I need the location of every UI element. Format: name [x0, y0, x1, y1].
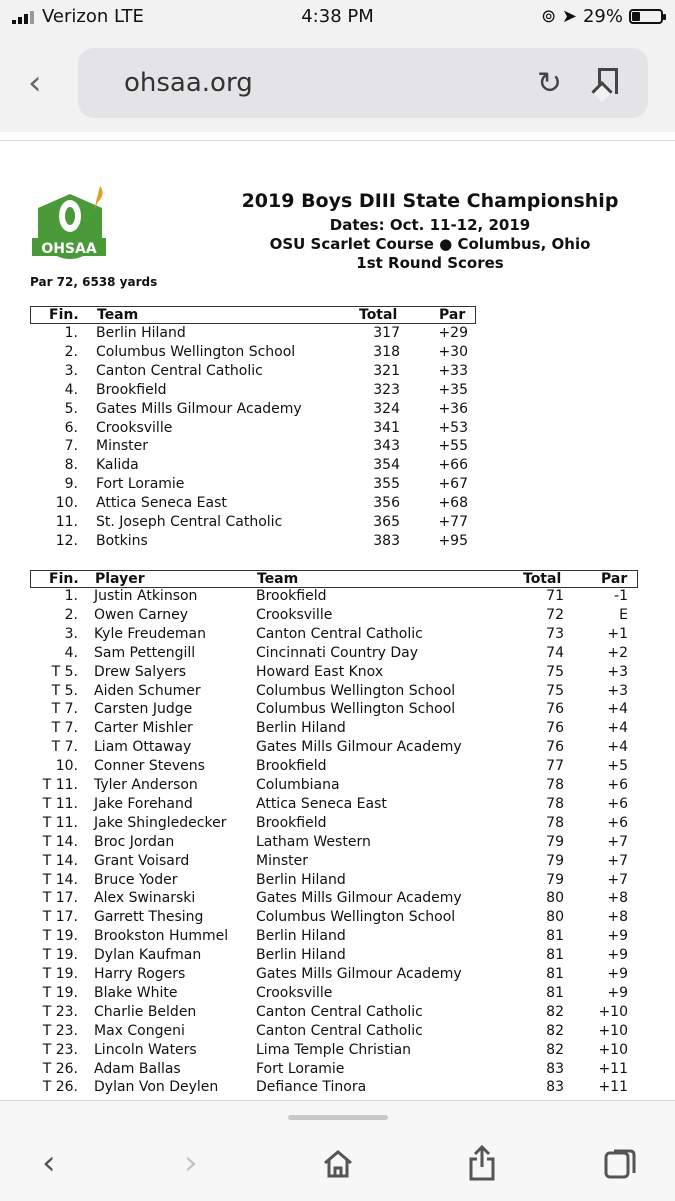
- cell-par: +11: [598, 1060, 628, 1077]
- table-row: [30, 683, 638, 702]
- cell-total: 78: [546, 777, 564, 793]
- cell-player: Lincoln Waters: [94, 1041, 197, 1058]
- cell-team: Berlin Hiland: [256, 947, 346, 964]
- table-row: [30, 890, 638, 909]
- cell-par: +3: [607, 663, 628, 680]
- cell-par: +95: [438, 532, 468, 549]
- table-row: [30, 928, 638, 947]
- cell-total: 83: [546, 1060, 564, 1077]
- location-lock-icon: ⊚ ➤: [541, 6, 577, 27]
- cell-par: +4: [607, 739, 628, 756]
- address-bar-area: [0, 36, 675, 132]
- cell-fin: T 17.: [42, 909, 78, 926]
- cell-fin: T 7.: [51, 720, 78, 737]
- cell-team: Columbus Wellington School: [256, 909, 456, 926]
- cell-fin: T 14.: [42, 871, 78, 888]
- back-icon[interactable]: ‹: [42, 1143, 56, 1183]
- bookmark-icon[interactable]: [598, 68, 618, 94]
- cell-team: Gates Mills Gilmour Academy: [256, 890, 462, 907]
- cell-total: 72: [546, 606, 564, 623]
- cell-team: Berlin Hiland: [96, 325, 186, 341]
- cell-player: Harry Rogers: [94, 966, 186, 982]
- cell-team: Crooksville: [96, 419, 173, 436]
- cell-par: +5: [607, 758, 628, 775]
- cell-team: Canton Central Catholic: [256, 1003, 423, 1020]
- cell-fin: 11.: [55, 514, 78, 530]
- status-bar: [0, 0, 675, 36]
- cell-player: Carsten Judge: [94, 701, 193, 718]
- table-row: [30, 966, 638, 985]
- cell-total: 81: [546, 928, 564, 945]
- cell-total: 75: [546, 682, 564, 699]
- cell-par: +36: [438, 400, 468, 417]
- ohsaa-logo: [28, 180, 110, 280]
- event-title: 2019 Boys DIII State Championship: [241, 190, 619, 212]
- cell-fin: 5.: [64, 400, 78, 417]
- cell-player: Owen Carney: [94, 606, 189, 623]
- cell-fin: T 11.: [42, 814, 78, 831]
- cell-total: 76: [546, 720, 564, 737]
- cell-fin: T 14.: [42, 833, 78, 850]
- cell-player: Jake Forehand: [94, 795, 193, 812]
- cell-par: +6: [607, 795, 628, 812]
- reload-icon[interactable]: ↻: [536, 66, 562, 101]
- table-row: [30, 495, 476, 514]
- cell-team: Howard East Knox: [256, 663, 384, 680]
- event-course: OSU Scarlet Course ● Columbus, Ohio: [269, 235, 591, 253]
- cell-par: +7: [607, 852, 628, 869]
- cell-player: Alex Swinarski: [94, 890, 196, 907]
- cell-player: Tyler Anderson: [94, 777, 198, 793]
- cell-player: Bruce Yoder: [94, 871, 178, 888]
- cell-player: Jake Shingledecker: [94, 814, 227, 831]
- cell-par: +10: [598, 1041, 628, 1058]
- cell-par: +4: [607, 720, 628, 737]
- cell-player: Liam Ottaway: [94, 739, 192, 756]
- table-row: [30, 457, 476, 476]
- cell-par: +10: [598, 1003, 628, 1020]
- carrier-label: Verizon LTE: [42, 6, 144, 27]
- home-indicator: [288, 1115, 388, 1120]
- cell-par: +7: [607, 871, 628, 888]
- header-fin: Fin.: [49, 571, 79, 587]
- cell-total: 77: [546, 758, 564, 775]
- table-row: [30, 476, 476, 495]
- header-team: Team: [97, 307, 139, 323]
- table-row: [30, 739, 638, 758]
- cell-par: -1: [614, 588, 628, 604]
- cell-fin: 2.: [64, 343, 78, 360]
- cell-fin: T 23.: [42, 1003, 78, 1020]
- cell-fin: 3.: [64, 362, 78, 379]
- cell-total: 383: [373, 532, 400, 549]
- cell-team: Columbus Wellington School: [256, 682, 456, 699]
- cell-par: +3: [607, 682, 628, 699]
- header-par: Par: [439, 307, 466, 323]
- table-row: [30, 1042, 638, 1061]
- cell-player: Aiden Schumer: [94, 682, 201, 699]
- logo-text: OHSAA: [41, 241, 97, 257]
- cell-total: 73: [546, 625, 564, 642]
- cell-total: 324: [373, 400, 400, 417]
- table-row: [30, 533, 476, 552]
- table-row: [30, 909, 638, 928]
- cell-team: Berlin Hiland: [256, 871, 346, 888]
- cell-fin: 9.: [64, 476, 78, 493]
- back-icon[interactable]: ‹: [28, 63, 42, 103]
- cell-par: +67: [438, 476, 468, 493]
- url-field[interactable]: [78, 48, 648, 118]
- cell-fin: T 5.: [51, 663, 78, 680]
- cell-fin: T 11.: [42, 795, 78, 812]
- cell-player: Brookston Hummel: [94, 928, 229, 945]
- cell-team: Gates Mills Gilmour Academy: [256, 966, 462, 982]
- cell-team: Fort Loramie: [256, 1060, 345, 1077]
- cell-team: Brookfield: [256, 588, 327, 604]
- cell-team: Attica Seneca East: [256, 795, 387, 812]
- table-row: [30, 853, 638, 872]
- cell-total: 318: [373, 343, 400, 360]
- table-row: [30, 514, 476, 533]
- cell-total: 356: [373, 495, 400, 512]
- cell-total: 365: [373, 514, 400, 530]
- cell-team: Botkins: [96, 532, 148, 549]
- cell-team: Attica Seneca East: [96, 495, 227, 512]
- cell-par: +35: [438, 381, 468, 398]
- cell-par: +9: [607, 928, 628, 945]
- cell-par: +77: [438, 514, 468, 530]
- header-fin: Fin.: [49, 307, 79, 323]
- player-table-header: [30, 570, 638, 588]
- cell-total: 343: [373, 438, 400, 455]
- cell-par: +9: [607, 984, 628, 1001]
- cell-player: Sam Pettengill: [94, 644, 196, 661]
- table-row: [30, 720, 638, 739]
- table-row: [30, 758, 638, 777]
- table-row: [30, 382, 476, 401]
- cell-team: Gates Mills Gilmour Academy: [256, 739, 462, 756]
- battery-icon: [629, 9, 663, 24]
- cell-par: +9: [607, 966, 628, 982]
- cell-player: Garrett Thesing: [94, 909, 204, 926]
- cell-player: Charlie Belden: [94, 1003, 197, 1020]
- cell-total: 354: [373, 457, 400, 474]
- cell-team: Minster: [96, 438, 148, 455]
- table-row: [30, 777, 638, 796]
- table-row: [30, 796, 638, 815]
- cell-par: +68: [438, 495, 468, 512]
- cell-par: +4: [607, 701, 628, 718]
- cell-team: Columbus Wellington School: [256, 701, 456, 718]
- cell-total: 323: [373, 381, 400, 398]
- cell-fin: 4.: [64, 381, 78, 398]
- cell-player: Drew Salyers: [94, 663, 187, 680]
- cell-total: 74: [546, 644, 564, 661]
- browser-toolbar: [0, 1100, 675, 1201]
- cell-par: +8: [607, 890, 628, 907]
- cell-fin: T 19.: [42, 947, 78, 964]
- cell-team: Canton Central Catholic: [256, 1022, 423, 1039]
- cell-team: Cincinnati Country Day: [256, 644, 418, 661]
- header-par: Par: [601, 571, 628, 587]
- cell-par: +53: [438, 419, 468, 436]
- cell-team: Minster: [256, 852, 308, 869]
- header-total: Total: [359, 307, 398, 323]
- table-row: [30, 1023, 638, 1042]
- cell-par: +6: [607, 814, 628, 831]
- cell-team: Brookfield: [256, 814, 327, 831]
- par-yards: Par 72, 6538 yards: [30, 275, 158, 289]
- table-row: [30, 645, 638, 664]
- cell-par: +66: [438, 457, 468, 474]
- cell-team: Lima Temple Christian: [256, 1041, 412, 1058]
- cell-total: 355: [373, 476, 400, 493]
- clock: 4:38 PM: [301, 6, 374, 27]
- cell-fin: T 14.: [42, 852, 78, 869]
- cell-player: Dylan Kaufman: [94, 947, 202, 964]
- table-row: [30, 401, 476, 420]
- cell-total: 71: [546, 588, 564, 604]
- table-row: [30, 815, 638, 834]
- cell-total: 81: [546, 966, 564, 982]
- table-row: [30, 1079, 638, 1098]
- cell-total: 80: [546, 890, 564, 907]
- cell-total: 83: [546, 1079, 564, 1096]
- cell-par: +1: [607, 625, 628, 642]
- cell-total: 82: [546, 1022, 564, 1039]
- cell-total: 79: [546, 852, 564, 869]
- cell-fin: T 7.: [51, 701, 78, 718]
- cell-total: 321: [373, 362, 400, 379]
- cell-total: 75: [546, 663, 564, 680]
- table-row: [30, 664, 638, 683]
- table-row: [30, 701, 638, 720]
- cell-par: +55: [438, 438, 468, 455]
- cell-fin: 2.: [64, 606, 78, 623]
- cell-player: Dylan Von Deylen: [94, 1079, 219, 1096]
- cell-par: +8: [607, 909, 628, 926]
- cell-player: Conner Stevens: [94, 758, 205, 775]
- team-table-header: [30, 306, 476, 324]
- cell-fin: T 19.: [42, 966, 78, 982]
- table-row: [30, 588, 638, 607]
- cell-team: Berlin Hiland: [256, 928, 346, 945]
- cell-fin: T 23.: [42, 1022, 78, 1039]
- share-icon[interactable]: [468, 1145, 496, 1181]
- cell-fin: T 7.: [51, 739, 78, 756]
- cell-fin: T 5.: [51, 682, 78, 699]
- cell-team: Canton Central Catholic: [96, 362, 263, 379]
- cell-fin: 7.: [64, 438, 78, 455]
- table-row: [30, 363, 476, 382]
- cell-team: Latham Western: [256, 833, 371, 850]
- cell-team: St. Joseph Central Catholic: [96, 514, 283, 530]
- cell-fin: 12.: [55, 532, 78, 549]
- cell-fin: 10.: [55, 495, 78, 512]
- cell-total: 76: [546, 739, 564, 756]
- header-player: Player: [95, 571, 145, 587]
- cell-player: Max Congeni: [94, 1022, 185, 1039]
- status-indicators: [541, 6, 663, 27]
- cell-total: 76: [546, 701, 564, 718]
- cell-total: 78: [546, 814, 564, 831]
- cell-par: +10: [598, 1022, 628, 1039]
- table-row: [30, 947, 638, 966]
- cell-par: +9: [607, 947, 628, 964]
- cell-player: Justin Atkinson: [94, 588, 198, 604]
- forward-icon[interactable]: ›: [184, 1143, 198, 1183]
- cell-fin: 8.: [64, 457, 78, 474]
- table-row: [30, 626, 638, 645]
- cell-fin: T 11.: [42, 777, 78, 793]
- cell-total: 78: [546, 795, 564, 812]
- event-dates: Dates: Oct. 11-12, 2019: [329, 216, 531, 234]
- cell-total: 80: [546, 909, 564, 926]
- home-icon[interactable]: [322, 1149, 354, 1179]
- cell-team: Brookfield: [256, 758, 327, 775]
- cell-player: Grant Voisard: [94, 852, 190, 869]
- cell-total: 82: [546, 1003, 564, 1020]
- cell-fin: T 19.: [42, 928, 78, 945]
- cell-fin: T 17.: [42, 890, 78, 907]
- cell-par: +7: [607, 833, 628, 850]
- cell-par: +2: [607, 644, 628, 661]
- cell-fin: 1.: [64, 325, 78, 341]
- cell-total: 79: [546, 871, 564, 888]
- table-row: [30, 438, 476, 457]
- cell-team: Kalida: [96, 457, 139, 474]
- table-row: [30, 834, 638, 853]
- event-round: 1st Round Scores: [356, 254, 504, 272]
- table-row: [30, 325, 476, 344]
- cell-fin: T 26.: [42, 1060, 78, 1077]
- cell-total: 81: [546, 984, 564, 1001]
- cell-team: Gates Mills Gilmour Academy: [96, 400, 302, 417]
- cell-fin: 4.: [64, 644, 78, 661]
- cell-player: Blake White: [94, 984, 178, 1001]
- cell-total: 79: [546, 833, 564, 850]
- cell-par: +29: [438, 325, 468, 341]
- header-team: Team: [257, 571, 299, 587]
- table-row: [30, 344, 476, 363]
- cell-fin: 10.: [55, 758, 78, 775]
- cell-team: Brookfield: [96, 381, 167, 398]
- cell-player: Adam Ballas: [94, 1060, 181, 1077]
- cell-team: Crooksville: [256, 984, 333, 1001]
- cell-fin: 6.: [64, 419, 78, 436]
- divider: [0, 140, 675, 151]
- cell-player: Carter Mishler: [94, 720, 193, 737]
- cell-total: 341: [373, 419, 400, 436]
- cell-total: 82: [546, 1041, 564, 1058]
- cell-par: E: [619, 606, 628, 623]
- tabs-icon[interactable]: [604, 1149, 636, 1179]
- header-total: Total: [523, 571, 562, 587]
- battery-percent: 29%: [582, 6, 623, 27]
- table-row: [30, 1061, 638, 1080]
- cell-team: Columbus Wellington School: [96, 343, 296, 360]
- cell-fin: 1.: [64, 588, 78, 604]
- battery-level: [632, 12, 640, 21]
- cell-fin: T 26.: [42, 1079, 78, 1096]
- table-row: [30, 872, 638, 891]
- table-row: [30, 985, 638, 1004]
- cell-par: +30: [438, 343, 468, 360]
- cell-player: Kyle Freudeman: [94, 625, 206, 642]
- cell-total: 81: [546, 947, 564, 964]
- cell-team: Berlin Hiland: [256, 720, 346, 737]
- table-row: [30, 1004, 638, 1023]
- cell-fin: 3.: [64, 625, 78, 642]
- table-row: [30, 607, 638, 626]
- cell-team: Crooksville: [256, 606, 333, 623]
- cell-team: Fort Loramie: [96, 476, 185, 493]
- cell-team: Columbiana: [256, 777, 340, 793]
- cell-player: Broc Jordan: [94, 833, 175, 850]
- cell-par: +33: [438, 362, 468, 379]
- cell-par: +6: [607, 777, 628, 793]
- url-text: ohsaa.org: [124, 68, 253, 98]
- cell-team: Defiance Tinora: [256, 1079, 367, 1096]
- table-row: [30, 420, 476, 439]
- cell-fin: T 19.: [42, 984, 78, 1001]
- cell-team: Canton Central Catholic: [256, 625, 423, 642]
- cell-par: +11: [598, 1079, 628, 1096]
- cell-fin: T 23.: [42, 1041, 78, 1058]
- cell-total: 317: [373, 325, 400, 341]
